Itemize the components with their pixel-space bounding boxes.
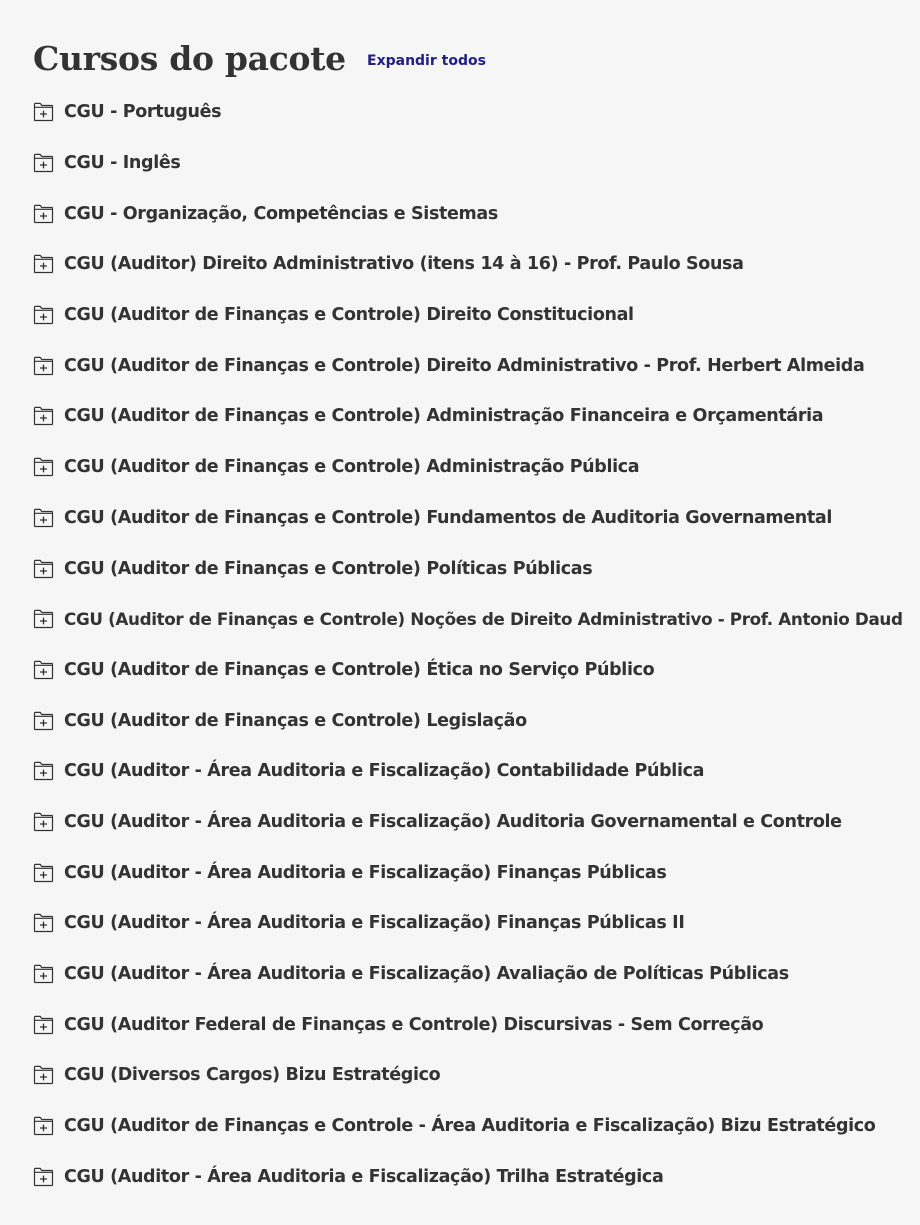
course-item[interactable] [33, 543, 903, 594]
course-item[interactable] [33, 188, 903, 239]
folder-plus-icon[interactable] [33, 153, 54, 173]
course-label: CGU - Organização, Competências e Sistemas [64, 203, 498, 224]
folder-plus-icon[interactable] [33, 1015, 54, 1035]
course-label: CGU (Auditor de Finanças e Controle) Legislação [64, 710, 527, 731]
course-label: CGU (Auditor de Finanças e Controle) Administração Pública [64, 457, 640, 478]
course-label: CGU (Auditor - Área Auditoria e Fiscalização) Avaliação de Políticas Públicas [64, 964, 789, 985]
folder-plus-icon[interactable] [33, 457, 54, 477]
folder-plus-icon[interactable] [33, 863, 54, 883]
course-item[interactable] [33, 847, 903, 898]
course-item[interactable] [33, 1151, 903, 1202]
folder-plus-icon[interactable] [33, 913, 54, 933]
course-item[interactable] [33, 746, 903, 797]
course-package-header [33, 36, 893, 84]
course-label: CGU - Português [64, 102, 222, 123]
course-label: CGU (Auditor - Área Auditoria e Fiscalização) Finanças Públicas II [64, 913, 685, 934]
folder-plus-icon[interactable] [33, 102, 54, 122]
course-item[interactable] [33, 695, 903, 746]
course-item[interactable] [33, 594, 903, 645]
course-item[interactable] [33, 290, 903, 341]
course-label: CGU (Auditor Federal de Finanças e Controle) Discursivas - Sem Correção [64, 1014, 764, 1035]
course-item[interactable] [33, 1050, 903, 1101]
folder-plus-icon[interactable] [33, 609, 54, 629]
folder-plus-icon[interactable] [33, 204, 54, 224]
folder-plus-icon[interactable] [33, 406, 54, 426]
course-item[interactable] [33, 138, 903, 189]
course-item[interactable] [33, 949, 903, 1000]
folder-plus-icon[interactable] [33, 305, 54, 325]
course-item[interactable] [33, 999, 903, 1050]
course-item[interactable] [33, 239, 903, 290]
course-item[interactable] [33, 1101, 903, 1152]
course-item[interactable] [33, 898, 903, 949]
folder-plus-icon[interactable] [33, 254, 54, 274]
course-label: CGU (Auditor - Área Auditoria e Fiscalização) Contabilidade Pública [64, 761, 705, 782]
course-label: CGU - Inglês [64, 153, 181, 174]
course-label: CGU (Auditor de Finanças e Controle) Ética no Serviço Público [64, 659, 655, 680]
course-label: CGU (Auditor de Finanças e Controle) Noções de Direito Administrativo - Prof. Antonio Daud [64, 609, 903, 630]
folder-plus-icon[interactable] [33, 1065, 54, 1085]
course-item[interactable] [33, 87, 903, 138]
course-label: CGU (Auditor de Finanças e Controle) Direito Administrativo - Prof. Herbert Almeida [64, 355, 865, 376]
course-label: CGU (Auditor - Área Auditoria e Fiscalização) Auditoria Governamental e Controle [64, 811, 842, 832]
course-label: CGU (Auditor) Direito Administrativo (itens 14 à 16) - Prof. Paulo Sousa [64, 254, 744, 275]
folder-plus-icon[interactable] [33, 559, 54, 579]
folder-plus-icon[interactable] [33, 356, 54, 376]
course-item[interactable] [33, 493, 903, 544]
course-item[interactable] [33, 442, 903, 493]
folder-plus-icon[interactable] [33, 711, 54, 731]
course-item[interactable] [33, 645, 903, 696]
course-label: CGU (Auditor - Área Auditoria e Fiscalização) Finanças Públicas [64, 862, 667, 883]
course-item[interactable] [33, 340, 903, 391]
folder-plus-icon[interactable] [33, 1167, 54, 1187]
page-title: Cursos do pacote [33, 39, 346, 78]
course-item[interactable] [33, 391, 903, 442]
course-label: CGU (Auditor de Finanças e Controle) Administração Financeira e Orçamentária [64, 406, 824, 427]
folder-plus-icon[interactable] [33, 508, 54, 528]
folder-plus-icon[interactable] [33, 1116, 54, 1136]
course-label: CGU (Auditor de Finanças e Controle) Direito Constitucional [64, 305, 634, 326]
course-label: CGU (Diversos Cargos) Bizu Estratégico [64, 1065, 441, 1086]
course-label: CGU (Auditor de Finanças e Controle) Políticas Públicas [64, 558, 593, 579]
folder-plus-icon[interactable] [33, 812, 54, 832]
expand-all-button[interactable]: Expandir todos [367, 53, 486, 69]
folder-plus-icon[interactable] [33, 660, 54, 680]
course-item[interactable] [33, 797, 903, 848]
course-label: CGU (Auditor - Área Auditoria e Fiscalização) Trilha Estratégica [64, 1166, 664, 1187]
folder-plus-icon[interactable] [33, 761, 54, 781]
course-label: CGU (Auditor de Finanças e Controle - Área Auditoria e Fiscalização) Bizu Estratégico [64, 1116, 876, 1137]
course-label: CGU (Auditor de Finanças e Controle) Fundamentos de Auditoria Governamental [64, 507, 833, 528]
folder-plus-icon[interactable] [33, 964, 54, 984]
course-list [33, 87, 903, 1202]
